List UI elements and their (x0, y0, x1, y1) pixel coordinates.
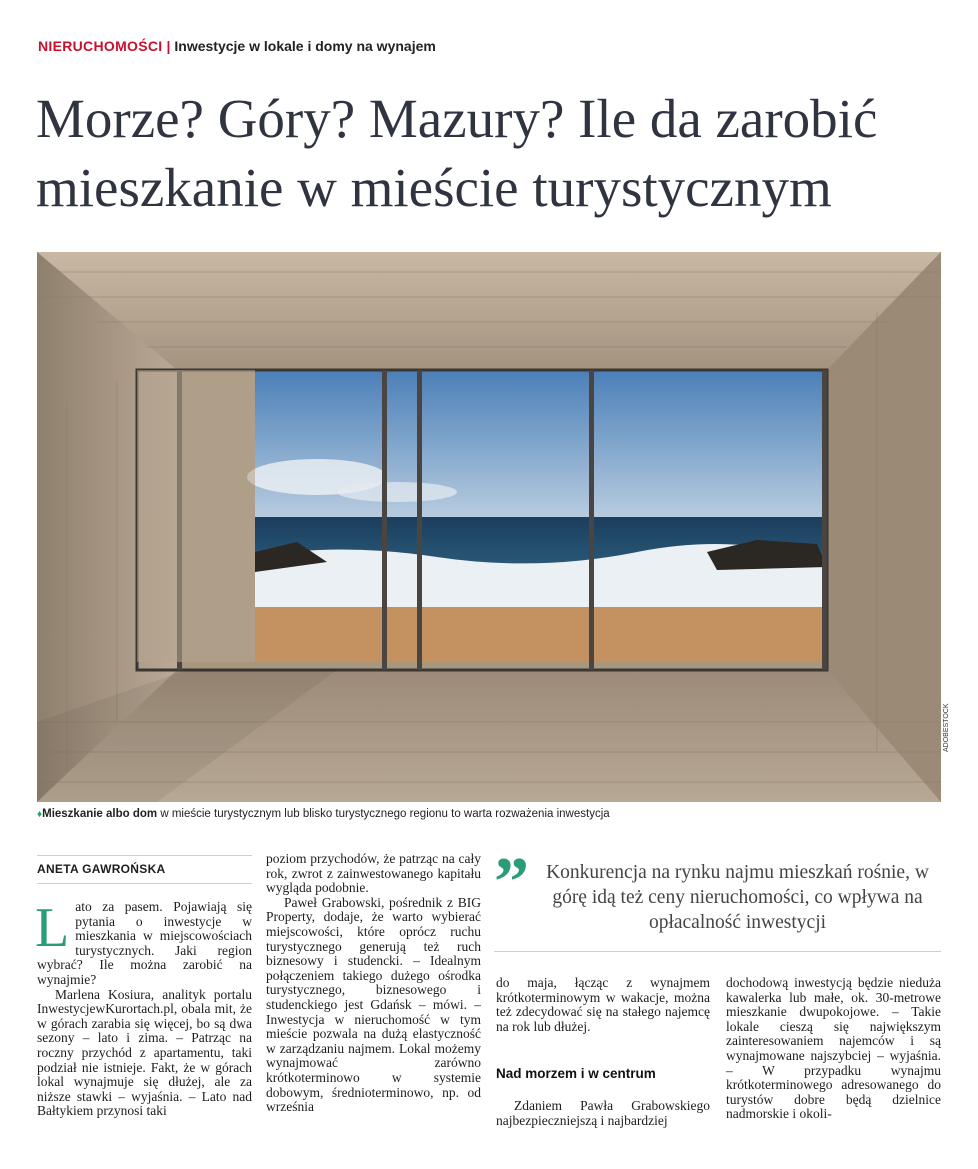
body-paragraph: do maja, łącząc z wynajmem krótkoterminowym w wakacje, można też zdecydować się na stałego najemcę na rok lub dłużej. (496, 975, 710, 1034)
author-byline: ANETA GAWROŃSKA (37, 862, 166, 876)
topic-label: Inwestycje w lokale i domy na wynajem (174, 38, 436, 54)
photo-credit: ADOBESTOCK (943, 703, 950, 752)
column-2 (266, 852, 481, 1115)
pull-quote: Konkurencja na rynku najmu mieszkań rośnie, w górę idą też ceny nieruchomości, co wpływa na opłacalność inwestycji (546, 862, 929, 933)
column-3 (496, 976, 710, 1034)
pull-quote-rule (494, 951, 941, 952)
photo-caption (37, 808, 941, 820)
section-subhead: Nad morzem i w centrum (496, 1066, 656, 1081)
caption-bullet: ♦ (37, 809, 43, 820)
column-1 (35, 897, 252, 1119)
author-top-rule (37, 855, 252, 856)
article-photo (37, 252, 941, 802)
body-paragraph: Zdaniem Pawła Grabowskiego najbezpieczniejszą i najbardziej (496, 1098, 710, 1128)
body-paragraph: Marlena Kosiura, analityk portalu InwestycjewKurortach.pl, obala mit, że w górach zarabia się więcej, bo są dwa sezony – lato i zima. – Patrząc na roczny przychód z apartamentu, taki podział nie istnieje. Fakt, że w górach lokal wynajmuje się dłużej, ale za niższe stawki – wyjaśnia. – Lato nad Bałtykiem przynosi taki (37, 986, 252, 1119)
section-kicker (38, 38, 436, 54)
quote-mark-icon: ” (494, 844, 529, 921)
body-paragraph: poziom przychodów, że patrząc na cały rok, zwrot z zainwestowanego kapitału wygląda podobnie. (266, 851, 481, 896)
caption-text: w mieście turystycznym lub blisko turystycznego regionu to warta rozważenia inwestycja (157, 808, 610, 820)
drop-cap: L (35, 897, 70, 959)
article-headline: Morze? Góry? Mazury? Ile da zarobić mieszkanie w mieście turystycznym (36, 88, 878, 218)
kicker-separator: | (166, 38, 171, 54)
body-paragraph: dochodową inwestycją będzie nieduża kawalerka lub małe, ok. 30-metrowe mieszkanie dwupokojowe. – Takie lokale cieszą się największym zainteresowaniem najemców i są wynajmowane najszybciej – wyjaśnia. – W przypadku wynajmu krótkoterminowego adresowanego do turystów dobre będą dzielnice nadmorskie i okoli- (726, 975, 941, 1122)
body-paragraph: Paweł Grabowski, pośrednik z BIG Property, dodaje, że warto wybierać miejscowości, które oprócz ruchu turystycznego generują też ruch biznesowy i studencki. – Idealnym połączeniem takiego dużego ośrodka turystycznego, biznesowego i studenckiego jest Gdańsk – mówi. – Inwestycja w nieruchomość w tym mieście pozwala na dużą elastyczność w zarządzaniu najmem. Lokal możemy wynajmować zarówno krótkoterminowo w systemie dobowym, średnioterminowo, np. od września (266, 894, 481, 1115)
column-4 (726, 976, 941, 1122)
lead-paragraph: ato za pasem. Pojawiają się pytania o inwestycje w mieszkania w miejscowościach turystycznych. Jaki region wybrać? Ile można zarobić na wynajmie? (37, 899, 252, 987)
column-3-continued (496, 1099, 710, 1128)
caption-lead: Mieszkanie albo dom (42, 808, 158, 820)
section-label: NIERUCHOMOŚCI (38, 38, 163, 54)
author-bottom-rule (37, 883, 252, 884)
